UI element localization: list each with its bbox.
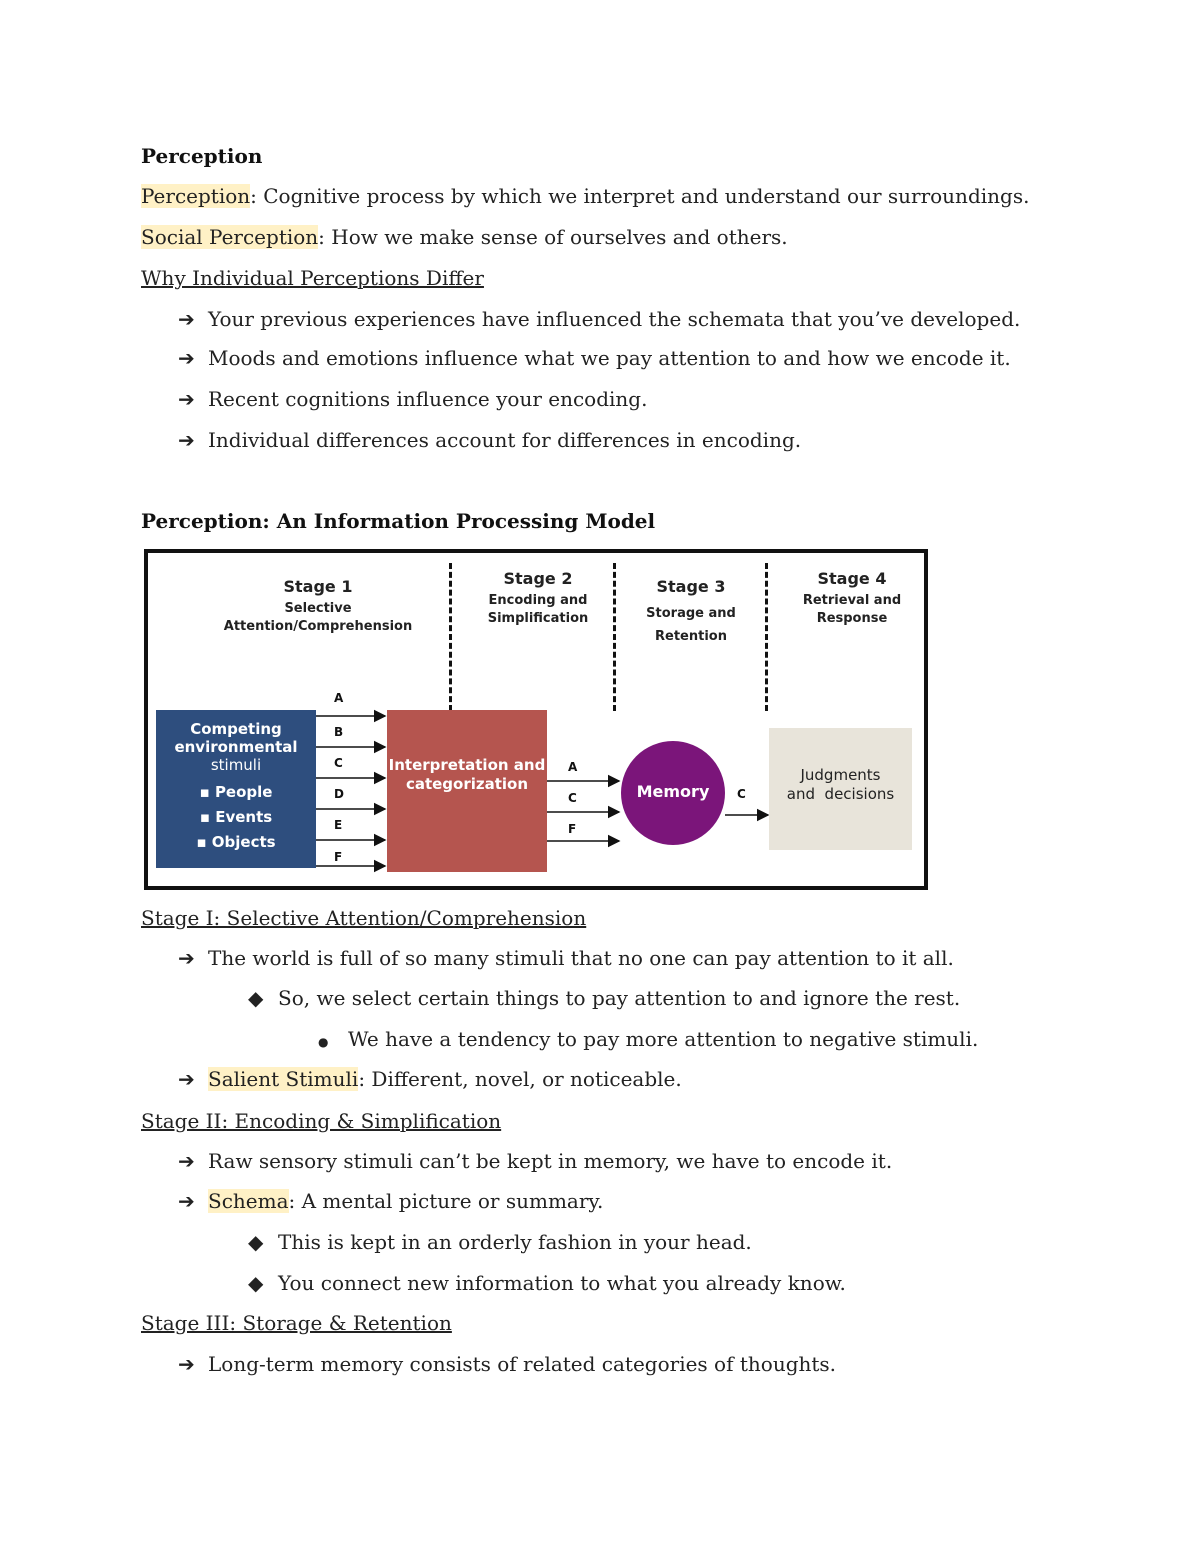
term-perception: Perception <box>141 184 251 208</box>
stage-2-label: Stage 2 Encoding and Simplification <box>487 569 589 626</box>
definition-text: : How we make sense of ourselves and others. <box>318 225 788 249</box>
arrow-icon: ➔ <box>178 346 195 370</box>
arrow-icon: ➔ <box>178 1149 195 1173</box>
diamond-icon: ◆ <box>248 986 264 1010</box>
why-heading: Why Individual Perceptions Differ <box>141 266 484 290</box>
interpretation-box: Interpretation and categorization <box>387 710 547 872</box>
arrow-icon: ➔ <box>178 1189 195 1213</box>
stage-1-heading: Stage I: Selective Attention/Comprehension <box>141 906 587 930</box>
dot-icon: ● <box>318 1035 329 1049</box>
list-item: ➔ Recent cognitions influence your encoding. <box>178 387 648 411</box>
arrow-icon: ➔ <box>178 428 195 452</box>
term-schema: Schema <box>208 1189 289 1213</box>
definition-perception <box>141 183 1029 209</box>
arrow-icon: ➔ <box>178 307 195 331</box>
definition-social-perception <box>141 224 788 250</box>
list-item: ➔ Salient Stimuli: Different, novel, or noticeable. <box>178 1067 682 1091</box>
list-item: ➔ Long-term memory consists of related categories of thoughts. <box>178 1352 837 1376</box>
bullet-icon: ▪ <box>199 783 210 801</box>
term-social-perception: Social Perception <box>141 225 319 249</box>
arrow-icon: ➔ <box>178 387 195 411</box>
arrow-icon: ➔ <box>178 946 195 970</box>
list-item: ➔ Moods and emotions influence what we pay attention to and how we encode it. <box>178 346 1011 370</box>
information-processing-diagram <box>144 549 928 890</box>
stage-1-label: Stage 1 Selective Attention/Comprehension <box>223 577 413 634</box>
list-item: ➔ Your previous experiences have influenced the schemata that you’ve developed. <box>178 307 1021 331</box>
bullet-icon: ▪ <box>196 833 207 851</box>
bullet-icon: ▪ <box>199 808 210 826</box>
arrow-label-a: A <box>334 691 344 705</box>
mid-label-c: C <box>568 791 577 805</box>
stage-3-label: Stage 3 Storage and Retention <box>646 577 736 644</box>
memory-circle: Memory <box>621 741 725 845</box>
arrow-label-b: B <box>334 725 344 739</box>
list-item: ◆ You connect new information to what you already know. <box>248 1271 846 1295</box>
list-item: ➔ Raw sensory stimuli can’t be kept in memory, we have to encode it. <box>178 1149 893 1173</box>
stage-4-label: Stage 4 Retrieval and Response <box>802 569 902 626</box>
list-item: ➔ Individual differences account for differences in encoding. <box>178 428 802 452</box>
diamond-icon: ◆ <box>248 1271 264 1295</box>
arrow-label-e: E <box>334 818 343 832</box>
diamond-icon: ◆ <box>248 1230 264 1254</box>
definition-text: : Cognitive process by which we interpret and understand our surroundings. <box>250 184 1030 208</box>
list-item: ➔ The world is full of so many stimuli that no one can pay attention to it all. <box>178 946 954 970</box>
arrow-label-f: F <box>334 850 343 864</box>
arrow-label-d: D <box>334 787 344 801</box>
stage-3-heading: Stage III: Storage & Retention <box>141 1311 452 1335</box>
arrow-label-c: C <box>334 756 343 770</box>
mid-label-a: A <box>568 760 578 774</box>
model-heading: Perception: An Information Processing Model <box>141 509 656 533</box>
mid-label-f: F <box>568 822 577 836</box>
list-item: ◆ So, we select certain things to pay attention to and ignore the rest. <box>248 986 961 1010</box>
competing-stimuli-box: Competing environmental stimuli ▪ People ▪ Events ▪ Objects <box>156 710 316 868</box>
list-item: ◆ This is kept in an orderly fashion in your head. <box>248 1230 752 1254</box>
arrow-icon: ➔ <box>178 1352 195 1376</box>
term-salient-stimuli: Salient Stimuli <box>208 1067 359 1091</box>
list-item: ➔ Schema: A mental picture or summary. <box>178 1189 604 1213</box>
list-item: ● We have a tendency to pay more attention to negative stimuli. <box>318 1026 978 1055</box>
output-label-c: C <box>737 787 746 801</box>
page-title: Perception <box>141 144 263 168</box>
stage-2-heading: Stage II: Encoding & Simplification <box>141 1109 502 1133</box>
judgments-box: Judgments and decisions <box>769 728 912 850</box>
arrow-icon: ➔ <box>178 1067 195 1091</box>
